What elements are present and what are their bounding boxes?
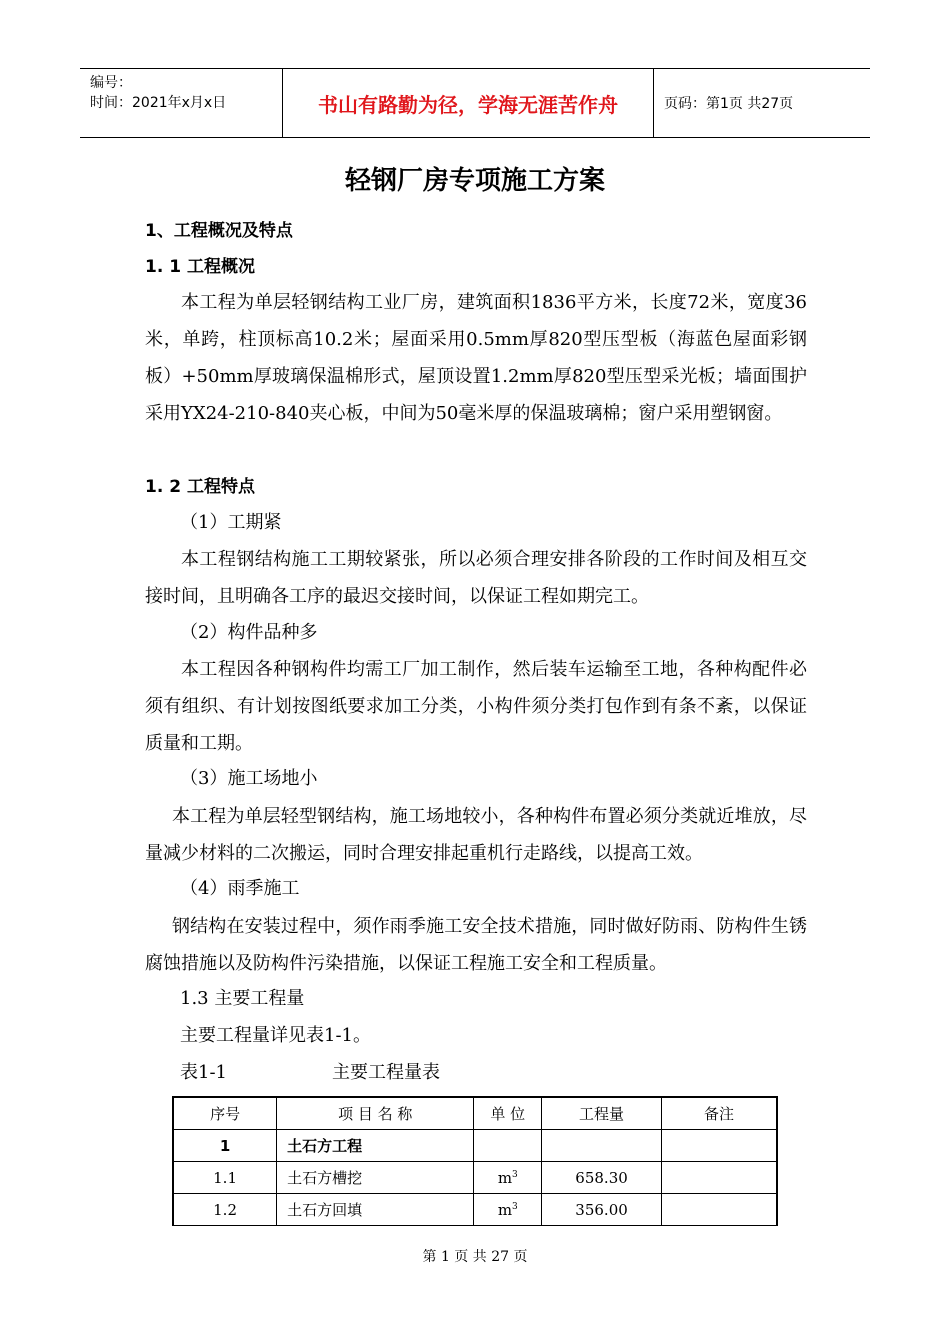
header-motto-cell [282,69,654,137]
table-cell: 土石方回填 [277,1194,474,1226]
table-cell: 356.00 [542,1194,662,1226]
time-label: 时间：2021年x月x日 [90,95,227,111]
page-info: 页码：第1页 共27页 [664,96,794,112]
table-cell [542,1130,662,1162]
table-header-cell: 序号 [173,1097,277,1130]
table-number: 表1-1 [180,1062,227,1083]
paragraph-overview: 本工程为单层轻钢结构工业厂房，建筑面积1836平方米，长度72米，宽度36米，单跨，柱顶标高10.2米；屋面采用0.5mm厚820型压型板（海蓝色屋面彩钢板）+50mm厚玻璃保温棉形式，屋顶设置1.2mm厚820型压型采光板；墙面围护采用YX24-210-840夹心板，中间为50毫米厚的保温玻璃棉；窗户采用塑钢窗。 [145,292,807,424]
quantity-table [172,1096,778,1226]
section-heading-1-3: 1.3 主要工程量 [180,988,305,1009]
feature-3: （3）施工场地小 [180,768,318,789]
table-cell: 1.2 [173,1194,277,1226]
paragraph-feature-3: 本工程为单层轻型钢结构，施工场地较小，各种构件布置必须分类就近堆放，尽量减少材料的二次搬运，同时合理安排起重机行走路线，以提高工效。 [145,806,807,864]
table-cell: 土石方工程 [277,1130,474,1162]
table-cell: 658.30 [542,1162,662,1194]
table-title: 主要工程量表 [332,1062,440,1083]
table-cell [661,1130,777,1162]
table-cell [661,1162,777,1194]
number-label: 编号： [90,75,132,91]
paragraph-feature-1: 本工程钢结构施工工期较紧张，所以必须合理安排各阶段的工作时间及相互交接时间，且明确各工序的最迟交接时间，以保证工程如期完工。 [145,549,807,607]
paragraph-feature-4: 钢结构在安装过程中，须作雨季施工安全技术措施，同时做好防雨、防构件生锈腐蚀措施以及防构件污染措施，以保证工程施工安全和工程质量。 [145,916,807,974]
feature-2: （2）构件品种多 [180,622,318,643]
table-row [173,1130,777,1162]
paragraph-table-ref: 主要工程量详见表1-1。 [180,1025,371,1046]
table-header-cell: 项 目 名 称 [277,1097,474,1130]
table-cell: 土石方槽挖 [277,1162,474,1194]
page-header [80,68,870,138]
table-cell [474,1130,542,1162]
table-cell [661,1194,777,1226]
section-heading-1: 1、工程概况及特点 [145,221,293,241]
table-header-cell: 单 位 [474,1097,542,1130]
unit-superscript: 3 [512,1201,518,1212]
page-footer: 第 1 页 共 27 页 [422,1249,528,1265]
section-heading-1-1: 1. 1 工程概况 [145,257,255,277]
table-header-cell: 备注 [661,1097,777,1130]
document-title: 轻钢厂房专项施工方案 [344,166,605,196]
unit-superscript: 3 [512,1169,518,1180]
unit-text: m [497,1168,513,1187]
table-row [173,1162,777,1194]
paragraph-feature-2: 本工程因各种钢构件均需工厂加工制作，然后装车运输至工地，各种构配件必须有组织、有计划按图纸要求加工分类，小构件须分类打包作到有条不紊，以保证质量和工期。 [145,659,807,754]
feature-1: （1）工期紧 [180,512,282,533]
unit-text: m [497,1200,513,1219]
header-left [80,69,282,137]
table-header-cell: 工程量 [542,1097,662,1130]
motto: 书山有路勤为径，学海无涯苦作舟 [318,92,618,117]
table-cell: 1 [173,1130,277,1162]
table-cell: 1.1 [173,1162,277,1194]
table-header-row [173,1097,777,1130]
section-heading-1-2: 1. 2 工程特点 [145,477,255,497]
table-cell-unit [474,1162,542,1194]
table-cell-unit [474,1194,542,1226]
table-row [173,1194,777,1226]
feature-4: （4）雨季施工 [180,878,300,899]
